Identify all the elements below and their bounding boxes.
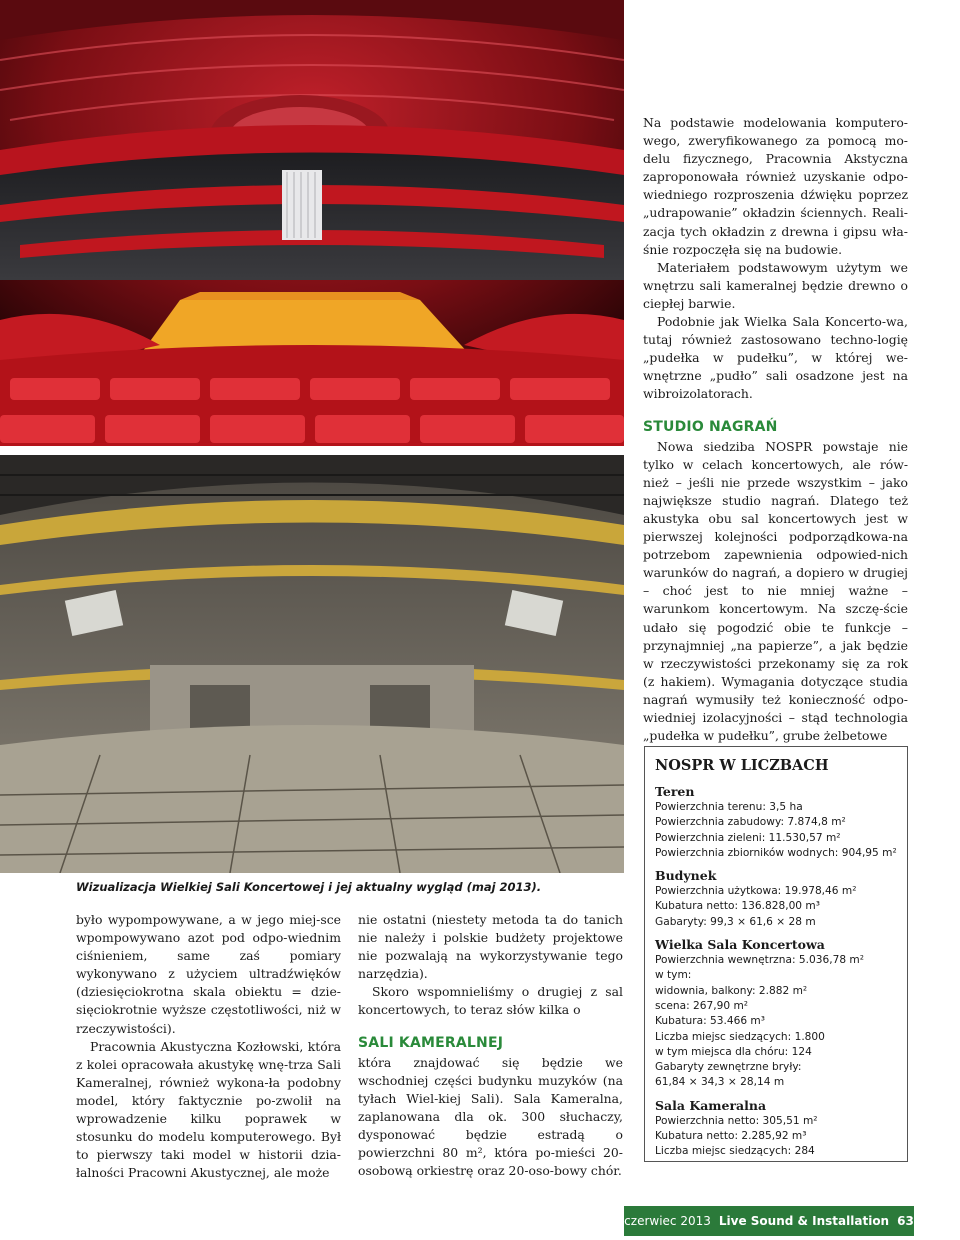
paragraph: Skoro wspomnieliśmy o drugiej z sal koncertowych, to teraz słów kilka o [358,984,623,1018]
facts-section-site [655,784,897,861]
construction-site-photo [0,455,624,873]
facts-section-title: Teren [655,784,695,799]
facts-section-building [655,868,897,930]
paragraph: było wypompowywane, a w jego miej-sce wpompowywano azot pod odpo-wiednim ciśnieniem, same zaś pomiary wykonywano z użyciem ultradźwięków (dziesięciokrotna skala obiektu = dzie-sięciokrotnie wyższe częstotliwości, niż w rzeczywistości). [76,912,341,1036]
facts-line: Powierzchnia wewnętrzna: 5.036,78 m² [655,954,864,967]
facts-line: Kubatura netto: 2.285,92 m³ [655,1130,807,1143]
nospr-facts-box [644,746,908,1162]
facts-line: Kubatura netto: 136.828,00 m³ [655,900,820,913]
facts-line: Powierzchnia zabudowy: 7.874,8 m² [655,816,846,829]
paragraph: Podobnie jak Wielka Sala Koncerto-wa, tutaj również zastosowano techno-logię „pudełka w pudełku”, w której we-wnętrzne „pudło” sali osadzone jest na wibroizolatorach. [643,314,908,402]
facts-line: Powierzchnia terenu: 3,5 ha [655,801,803,813]
facts-line: Powierzchnia zieleni: 11.530,57 m² [655,831,841,844]
facts-line: Kubatura: 53.466 m³ [655,1015,766,1028]
facts-line: w tym: [655,969,692,982]
paragraph: nie ostatni (niestety metoda ta do tanich nie należy i polskie budżety projektowe nie pozwalają na wykorzystywanie tego narzędzia). [358,912,623,982]
facts-line: w tym miejsca dla chóru: 124 [655,1045,812,1058]
facts-line: scena: 267,90 m² [655,999,749,1012]
facts-line: Liczba miejsc siedzących: 1.800 [655,1030,825,1043]
left-text-column [76,911,341,1182]
page-footer [624,1206,914,1236]
magazine-name: Live Sound & Installation [718,1214,890,1228]
facts-line: 61,84 × 34,3 × 28,14 m [655,1076,785,1089]
facts-section-title: Budynek [655,868,717,884]
section-heading-chamber-hall: SALI KAMERALNEJ [358,1034,504,1051]
facts-section-great-hall [655,937,897,1091]
paragraph: która znajdować się będzie we wschodniej części budynku muzyków (na tyłach Wiel-kiej Sali). Sala Kameralna, zaplanowana dla ok. 300 słuchaczy, dysponować będzie estradą o powierzchni 80 m², która po-mieści 20-osobową orkiestrę oraz 20-oso-bowy chór. [358,1054,623,1179]
facts-line: Gabaryty zewnętrzne bryły: [655,1061,802,1074]
facts-section-title: Wielka Sala Koncertowa [655,937,825,953]
concert-hall-visualization-photo [0,0,624,446]
right-text-column [643,114,908,745]
middle-text-column [358,911,623,1180]
issue-date: czerwiec 2013 [624,1214,711,1228]
facts-line: Liczba miejsc siedzących: 284 [655,1145,815,1158]
facts-line: Powierzchnia użytkowa: 19.978,46 m² [655,885,857,898]
paragraph: Pracownia Akustyczna Kozłowski, która z kolei opracowała akustykę wnę-trza Sali Kameralnej, również wykona-ła podobny model, który faktycznie po-zwolił na wprowadzenie kilku poprawek w stosunku do modelu komputerowego. Był to pierwszy taki model w historii dzia-łalności Pracowni Akustycznej, ale może [76,1038,341,1181]
facts-line: widownia, balkony: 2.882 m² [655,984,808,997]
paragraph: Materiałem podstawowym użytym we wnętrzu sali kameralnej będzie drewno o ciepłej barwie. [643,259,908,311]
facts-section-title: Sala Kameralna [655,1097,767,1113]
facts-section-chamber-hall [655,1098,897,1160]
section-heading-studio: STUDIO NAGRAŃ [643,418,778,435]
facts-line: Gabaryty: 99,3 × 61,6 × 28 m [655,915,816,928]
facts-line: Powierzchnia zbiorników wodnych: 904,95 m² [655,846,897,859]
paragraph: Na podstawie modelowania komputero-wego, zweryfikowanego za pomocą mo-delu fizycznego, Pracownia Akstyczna zaproponowała również uzyskanie odpo-wiedniego rozproszenia dźwięku poprzez „udrapowanie” okładzin ściennych. Reali-zacja tych okładzin z drewna i gipsu wła-śnie rozpoczęła się na budowie. [643,115,908,257]
paragraph: Nowa siedziba NOSPR powstaje nie tylko w celach koncertowych, ale rów-nież – jeśli nie przede wszystkim – jako największe studio nagrań. Dlatego też akustyka obu sal koncertowych jest w pierwszej kolejności podporządkowa-na potrzebom zapewnienia odpowied-nich warunków do nagrań, a dopiero w drugiej – choć jest to nie mniej ważne – warunkom koncertowym. Na szczę-ście udało się pogodzić obie te funkcje – przynajmniej „na papierze”, a jak będzie w rzeczywistości przekonamy się za rok (z hakiem). Wymagania dotyczące studia nagrań wymusiły też konieczność odpo-wiedniej izolacyjności – stąd technologia „pudełka w pudełku”, grube żelbetowe [643,438,908,744]
facts-box-title: NOSPR W LICZBACH [655,757,829,774]
photo-caption: Wizualizacja Wielkiej Sali Koncertowej i jej aktualny wygląd (maj 2013). [76,880,542,894]
page-number: 63 [897,1214,914,1228]
facts-line: Powierzchnia netto: 305,51 m² [655,1114,818,1127]
